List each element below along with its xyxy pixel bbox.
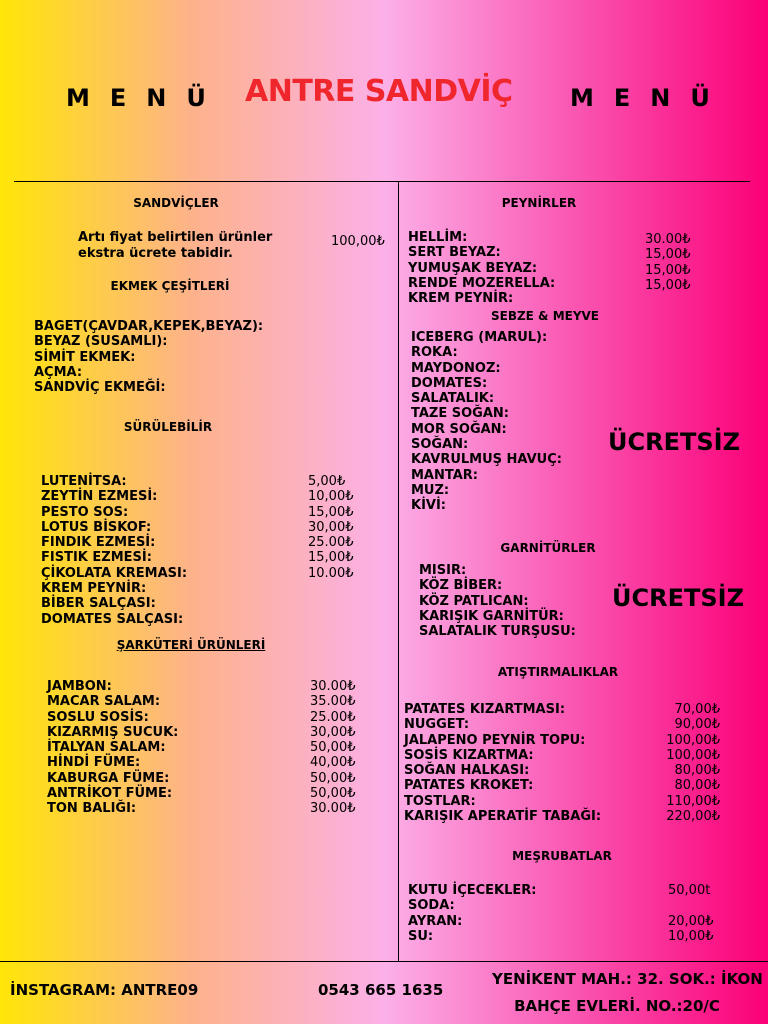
price: 50,00₺ <box>310 740 356 756</box>
heading-sandvicler: SANDVİÇLER <box>133 196 219 210</box>
list-item: DOMATES SALÇASI: <box>41 611 184 627</box>
vegetables-free-label: ÜCRETSİZ <box>608 428 740 456</box>
price: 30.00₺ <box>310 801 356 817</box>
price: 50,00₺ <box>310 770 356 786</box>
heading-peynirler: PEYNİRLER <box>501 196 577 210</box>
cheese-list <box>408 230 555 306</box>
list-item: HİNDİ FÜME: <box>47 755 141 771</box>
list-item: ÇİKOLATA KREMASI: <box>41 565 188 581</box>
price: 30.00₺ <box>310 679 356 694</box>
list-item: MAYDONOZ: <box>411 360 501 376</box>
list-item: SERT BEYAZ: <box>408 245 501 261</box>
price: 40,00₺ <box>310 755 356 771</box>
list-item: DOMATES: <box>411 375 488 391</box>
list-item: LOTUS BİSKOF: <box>41 519 152 535</box>
spread-price-list <box>308 474 354 581</box>
list-item: SANDVİÇ EKMEĞİ: <box>34 380 166 396</box>
list-item: TOSTLAR: <box>404 793 476 809</box>
price: 15,00₺ <box>308 504 354 520</box>
price: 15,00₺ <box>645 247 691 263</box>
list-item: SALATALIK TURŞUSU: <box>419 624 576 640</box>
heading-surulebilir: SÜRÜLEBİLİR <box>123 420 213 434</box>
list-item: BEYAZ (SUSAMLI): <box>34 334 168 350</box>
list-item: FISTIK EZMESİ: <box>41 550 152 566</box>
heading-mesrubat: MEŞRUBATLAR <box>512 849 612 863</box>
price: 5,00₺ <box>308 474 346 489</box>
list-item: SALATALIK: <box>411 391 495 407</box>
price: 25.00₺ <box>308 535 354 551</box>
list-item: KABURGA FÜME: <box>47 770 170 786</box>
list-item: MACAR SALAM: <box>47 694 161 710</box>
list-item: BİBER SALÇASI: <box>41 596 156 612</box>
price: 30,00₺ <box>308 519 354 535</box>
list-item: FINDIK EZMESİ: <box>41 535 156 551</box>
price: 100,00₺ <box>666 732 720 748</box>
list-item: KÖZ BİBER: <box>419 578 503 594</box>
list-item: YUMUŞAK BEYAZ: <box>408 260 538 276</box>
drink-list <box>408 883 536 944</box>
list-item: ICEBERG (MARUL): <box>411 330 548 345</box>
list-item: MISIR: <box>419 563 467 578</box>
list-item: KIZARMIŞ SUCUK: <box>47 724 179 740</box>
list-item: TON BALIĞI: <box>47 801 137 817</box>
extra-charge-note: Artı fiyat belirtilen ürünler ekstra ücrete tabidir. <box>78 230 273 261</box>
drink-price-list <box>668 883 714 944</box>
list-item: MOR SOĞAN: <box>411 421 507 437</box>
list-item: KARIŞIK APERATİF TABAĞI: <box>404 809 602 825</box>
list-item: KREM PEYNİR: <box>408 291 514 307</box>
list-item: BAGET(ÇAVDAR,KEPEK,BEYAZ): <box>34 319 264 334</box>
bottom-divider <box>0 961 768 962</box>
price: 10,00₺ <box>668 928 714 944</box>
menu-label-right: MENÜ <box>570 84 730 112</box>
price: 100,00₺ <box>666 747 720 763</box>
snack-list <box>404 702 601 824</box>
heading-atistirmalik: ATIŞTIRMALIKLAR <box>497 665 619 679</box>
list-item: İTALYAN SALAM: <box>47 740 166 756</box>
list-item: AÇMA: <box>34 364 83 380</box>
list-item: AYRAN: <box>408 913 463 929</box>
price: 80,00₺ <box>674 778 720 794</box>
list-item: KREM PEYNİR: <box>41 581 147 597</box>
address-line-1: YENİKENT MAH.: 32. SOK.: İKON <box>492 970 763 988</box>
menu-label-left: MENÜ <box>66 84 226 112</box>
price: 110,00₺ <box>666 793 720 809</box>
list-item: SOSİS KIZARTMA: <box>404 747 534 763</box>
list-item: SOĞAN: <box>411 437 469 453</box>
list-item: KARIŞIK GARNİTÜR: <box>419 608 564 624</box>
instagram-handle: İNSTAGRAM: ANTRE09 <box>10 981 199 999</box>
restaurant-title: ANTRE SANDVİÇ <box>245 74 513 109</box>
cheese-price-list <box>645 232 691 293</box>
deli-list <box>47 679 178 817</box>
list-item: PATATES KROKET: <box>404 778 534 794</box>
price: 80,00₺ <box>674 763 720 779</box>
list-item: NUGGET: <box>404 717 470 733</box>
list-item: JAMBON: <box>47 679 112 694</box>
price: 70,00₺ <box>674 702 720 717</box>
deli-price-list <box>310 679 356 817</box>
price: 35.00₺ <box>310 694 356 710</box>
price: 90,00₺ <box>674 717 720 733</box>
list-item: PESTO SOS: <box>41 504 129 520</box>
list-item: SODA: <box>408 898 455 914</box>
sandwich-price: 100,00₺ <box>331 234 385 249</box>
phone-number: 0543 665 1635 <box>318 981 444 999</box>
price: 30.00₺ <box>645 232 691 247</box>
list-item: JALAPENO PEYNİR TOPU: <box>404 732 586 748</box>
list-item: TAZE SOĞAN: <box>411 406 509 422</box>
list-item: MUZ: <box>411 482 450 498</box>
list-item: SU: <box>408 928 434 944</box>
bread-list <box>34 319 263 395</box>
price: 30,00₺ <box>310 724 356 740</box>
list-item: ANTRİKOT FÜME: <box>47 786 173 802</box>
list-item: HELLİM: <box>408 230 468 245</box>
price: 15,00₺ <box>645 262 691 278</box>
list-item: SOSLU SOSİS: <box>47 709 149 725</box>
heading-sebze: SEBZE & MEYVE <box>490 309 600 323</box>
list-item: SİMİT EKMEK: <box>34 349 136 365</box>
list-item: KİVİ: <box>411 498 447 514</box>
list-item: KÖZ PATLICAN: <box>419 593 529 609</box>
snack-price-list <box>662 702 720 824</box>
price <box>668 898 714 913</box>
heading-ekmek: EKMEK ÇEŞİTLERİ <box>110 279 230 293</box>
garnish-list <box>419 563 576 639</box>
price: 220,00₺ <box>666 809 720 825</box>
spread-list <box>41 474 187 627</box>
price: 25.00₺ <box>310 709 356 725</box>
price: 10.00₺ <box>308 565 354 581</box>
price: 10,00₺ <box>308 489 354 505</box>
price: 50,00₺ <box>310 786 356 802</box>
heading-sarkuteri: ŞARKÜTERİ ÜRÜNLERİ <box>116 638 266 652</box>
list-item: ROKA: <box>411 345 458 361</box>
list-item: KAVRULMUŞ HAVUÇ: <box>411 452 562 468</box>
price: 50,00t <box>668 883 711 898</box>
list-item: ZEYTİN EZMESİ: <box>41 489 158 505</box>
list-item: PATATES KIZARTMASI: <box>404 702 566 717</box>
list-item: MANTAR: <box>411 467 479 483</box>
column-divider <box>398 181 399 961</box>
vegetable-list <box>411 330 562 514</box>
list-item: KUTU İÇECEKLER: <box>408 883 537 898</box>
list-item: SOĞAN HALKASI: <box>404 763 530 779</box>
price: 15,00₺ <box>308 550 354 566</box>
garnish-free-label: ÜCRETSİZ <box>612 584 744 612</box>
heading-garnitur: GARNİTÜRLER <box>500 541 596 555</box>
list-item: LUTENİTSA: <box>41 474 127 489</box>
address-line-2: BAHÇE EVLERİ. NO.:20/C <box>514 997 720 1015</box>
address <box>492 966 763 1020</box>
top-divider <box>14 181 750 182</box>
price: 20,00₺ <box>668 913 714 929</box>
list-item: RENDE MOZERELLA: <box>408 275 556 291</box>
price: 15,00₺ <box>645 277 691 293</box>
